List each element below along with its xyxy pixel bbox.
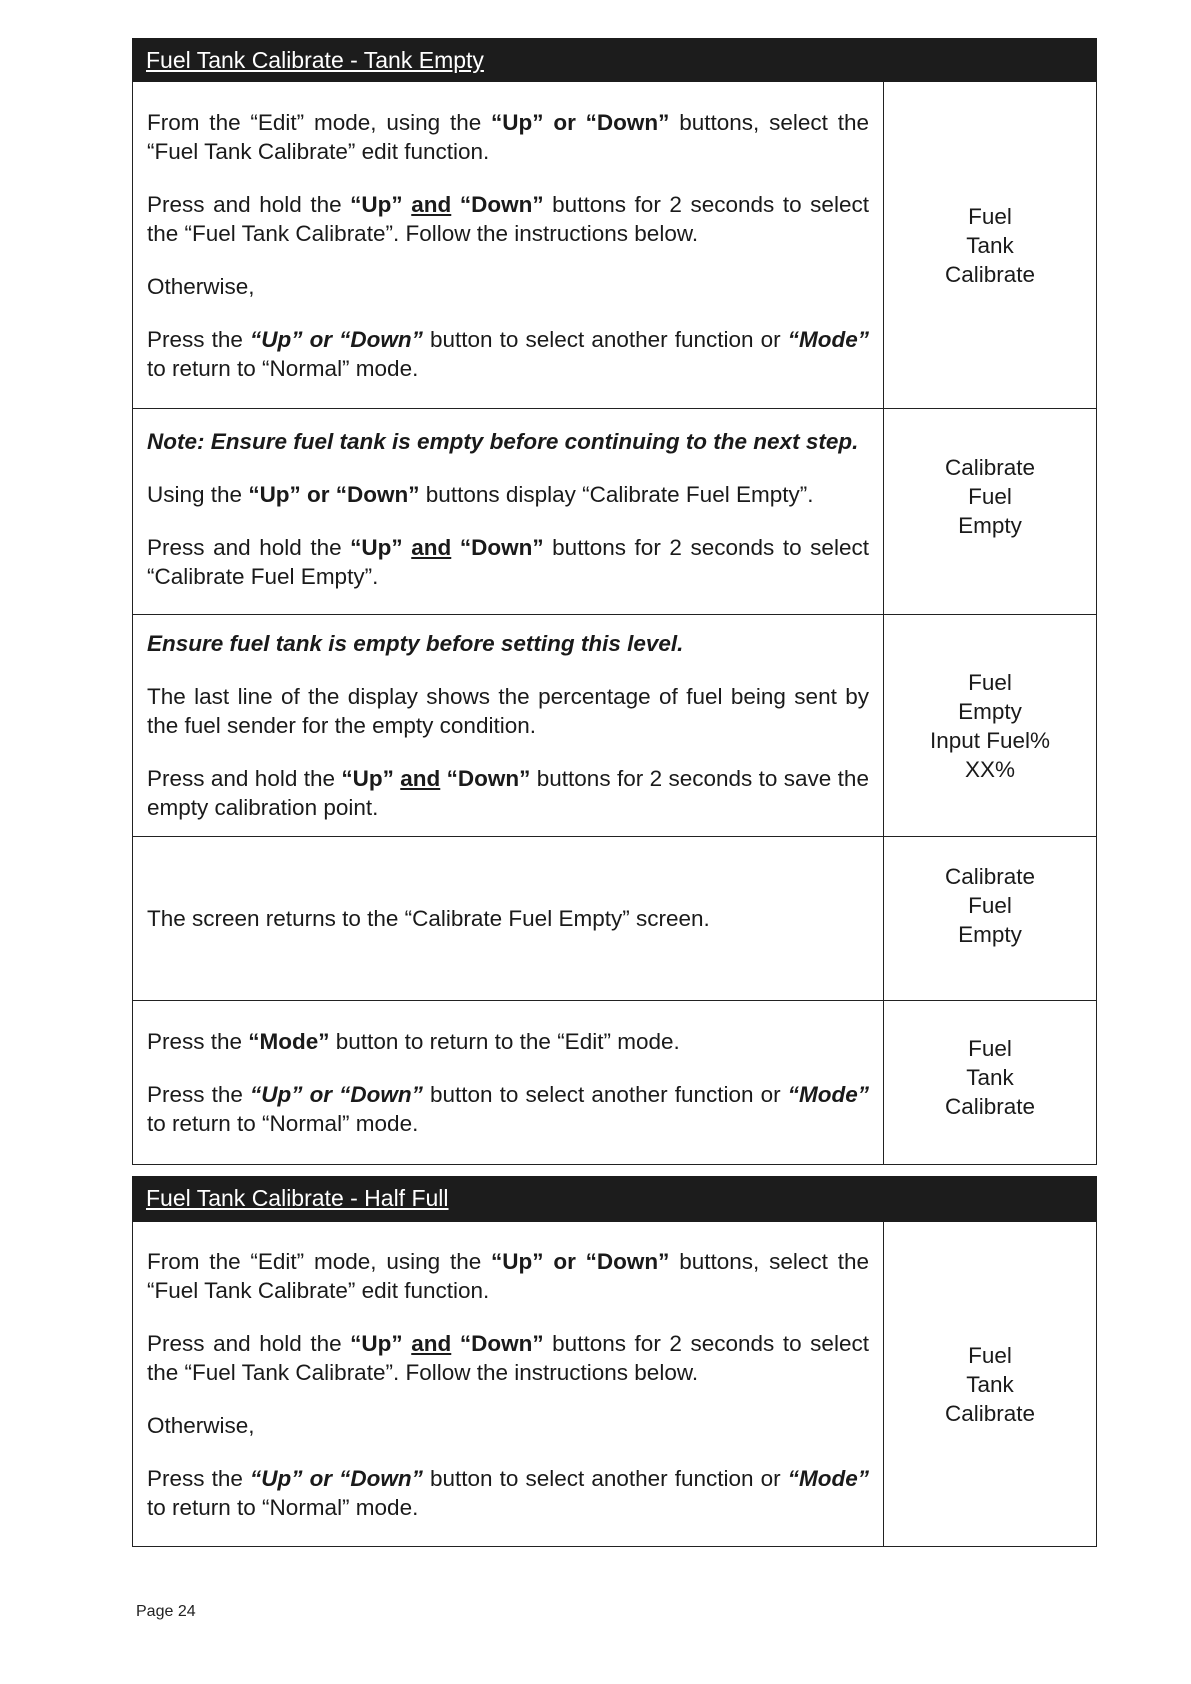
table-row [132, 1222, 1097, 1547]
instruction-paragraph: Press and hold the “Up” and “Down” buttons for 2 seconds to select the “Fuel Tank Calibrate”. Follow the instructions below. [147, 1330, 869, 1385]
instruction-cell [133, 837, 884, 1000]
table-row [132, 409, 1097, 615]
section-title: Fuel Tank Calibrate - Half Full [146, 1185, 449, 1211]
display-line: Empty [958, 698, 1022, 724]
instruction-paragraph: From the “Edit” mode, using the “Up” or “Down” buttons, select the “Fuel Tank Calibrate” edit function. [147, 1248, 869, 1303]
display-line: Fuel [968, 203, 1012, 229]
display-cell [884, 837, 1096, 1000]
display-line: Calibrate [944, 1400, 1036, 1426]
display-line: Input Fuel% [929, 727, 1051, 753]
display-cell [884, 1222, 1096, 1546]
display-line: Fuel [968, 893, 1012, 918]
display-line: Fuel [968, 669, 1012, 695]
instruction-paragraph: Press and hold the “Up” and “Down” buttons for 2 seconds to select “Calibrate Fuel Empty”. [147, 534, 869, 589]
table-row [132, 615, 1097, 837]
display-line: Calibrate [944, 455, 1036, 480]
instruction-paragraph: Otherwise, [147, 1412, 255, 1438]
section-header [132, 1176, 1097, 1222]
table-row [132, 1001, 1097, 1165]
display-cell [884, 82, 1096, 408]
note-paragraph: Note: Ensure fuel tank is empty before continuing to the next step. [147, 428, 859, 454]
section-header [132, 38, 1097, 82]
section-title: Fuel Tank Calibrate - Tank Empty [146, 47, 484, 73]
display-line: Calibrate [944, 261, 1036, 287]
section-half-full [132, 1176, 1097, 1547]
display-line: Empty [958, 922, 1022, 947]
instruction-cell [133, 409, 884, 614]
display-line: Empty [958, 513, 1022, 538]
display-cell [884, 1001, 1096, 1164]
display-cell [884, 615, 1096, 836]
display-line: XX% [964, 756, 1016, 782]
page-number: Page 24 [136, 1603, 196, 1620]
instruction-paragraph: Press the “Mode” button to return to the “Edit” mode. [147, 1029, 680, 1054]
display-cell [884, 409, 1096, 614]
display-line: Fuel [968, 484, 1012, 509]
instruction-paragraph: Press and hold the “Up” and “Down” buttons for 2 seconds to save the empty calibration point. [147, 766, 869, 820]
table-row [132, 82, 1097, 409]
instruction-paragraph: Using the “Up” or “Down” buttons display “Calibrate Fuel Empty”. [147, 481, 814, 507]
table-row [132, 837, 1097, 1001]
instruction-paragraph: From the “Edit” mode, using the “Up” or “Down” buttons, select the “Fuel Tank Calibrate” edit function. [147, 109, 869, 164]
instruction-paragraph: Press the “Up” or “Down” button to select another function or “Mode” to return to “Normal” mode. [147, 1465, 870, 1520]
display-line: Tank [966, 1371, 1014, 1397]
instruction-paragraph: The screen returns to the “Calibrate Fuel Empty” screen. [147, 906, 710, 931]
instruction-paragraph: Press and hold the “Up” and “Down” buttons for 2 seconds to select the “Fuel Tank Calibrate”. Follow the instructions below. [147, 191, 869, 246]
display-line: Fuel [968, 1342, 1012, 1368]
display-line: Calibrate [944, 864, 1036, 889]
note-paragraph: Ensure fuel tank is empty before setting this level. [147, 631, 684, 656]
instruction-cell [133, 615, 884, 836]
instruction-paragraph: Otherwise, [147, 273, 255, 299]
display-line: Calibrate [944, 1094, 1036, 1119]
display-line: Tank [966, 232, 1014, 258]
instruction-paragraph: Press the “Up” or “Down” button to select another function or “Mode” to return to “Normal” mode. [147, 1082, 870, 1136]
display-line: Tank [966, 1065, 1014, 1090]
instruction-cell [133, 82, 884, 408]
display-line: Fuel [968, 1036, 1012, 1061]
instruction-paragraph: Press the “Up” or “Down” button to select another function or “Mode” to return to “Normal” mode. [147, 326, 870, 381]
instruction-paragraph: The last line of the display shows the percentage of fuel being sent by the fuel sender for the empty condition. [147, 684, 869, 738]
instruction-cell [133, 1001, 884, 1164]
instruction-cell [133, 1222, 884, 1546]
section-tank-empty [132, 38, 1097, 1165]
